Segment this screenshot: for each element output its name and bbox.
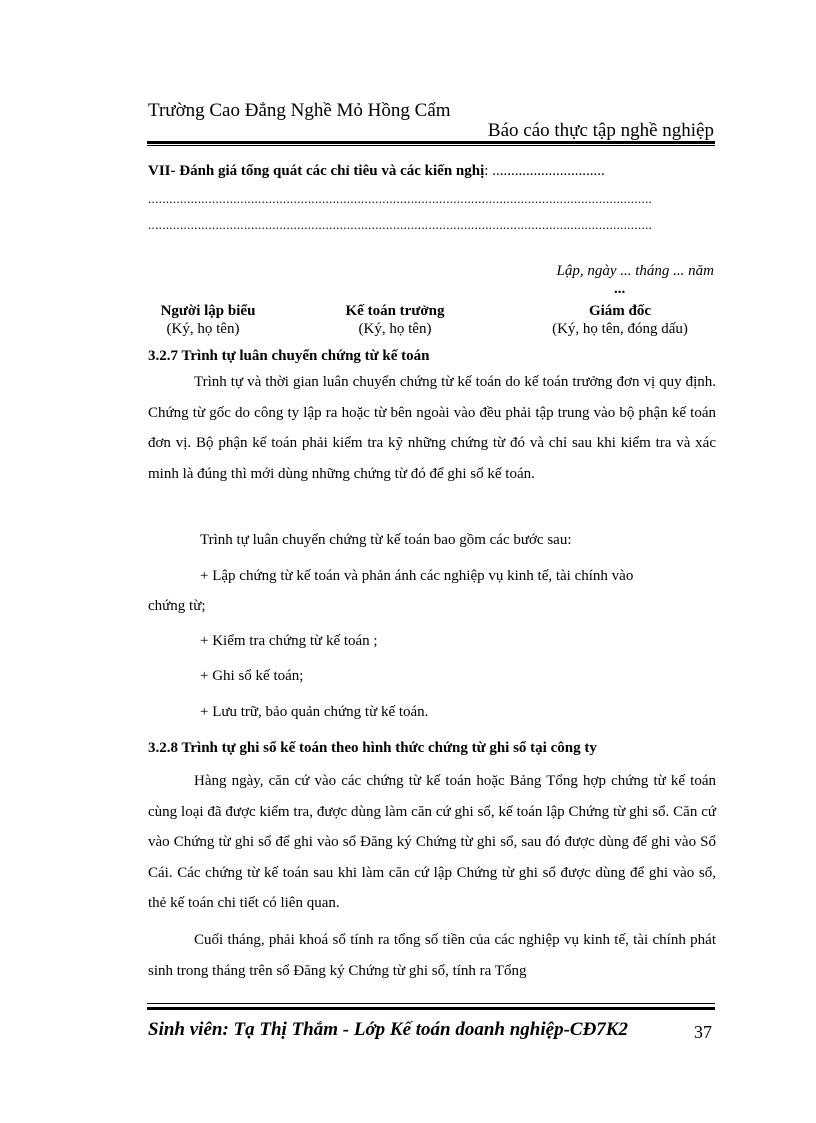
- section7-title-line: [148, 163, 605, 180]
- section327-paragraph-1: [148, 367, 716, 489]
- signature-director-sub: (Ký, họ tên, đóng dấu): [552, 321, 688, 337]
- section7-title: VII- Đánh giá tổng quát các chỉ tiêu và các kiến nghị: [148, 163, 485, 179]
- section327-step-1: + Lập chứng từ kế toán và phản ánh các nghiệp vụ kinh tế, tài chính vào: [200, 568, 634, 584]
- footer-student: Sinh viên: Tạ Thị Thắm - Lớp Kế toán doanh nghiệp-CĐ7K2: [148, 1019, 628, 1040]
- section328-paragraph-2-text: Cuối tháng, phải khoá sổ tính ra tổng số tiền của các nghiệp vụ kinh tế, tài chính phát sinh trong tháng trên sổ Đăng ký Chứng từ ghi sổ, tính ra Tổng: [148, 932, 716, 979]
- signature-date: Lập, ngày ... tháng ... năm: [556, 263, 714, 279]
- section328-paragraph-1-text: Hàng ngày, căn cứ vào các chứng từ kế toán hoặc Bảng Tổng hợp chứng từ kế toán cùng loại đã được kiểm tra, được dùng làm căn cứ ghi sổ, kế toán lập Chứng từ ghi sổ. Căn cứ vào Chứng từ ghi sổ để ghi vào sổ Đăng ký Chứng từ ghi sổ, sau đó được dùng để ghi vào Sổ Cái. Các chứng từ kế toán sau khi làm căn cứ lập Chứng từ ghi sổ được dùng để ghi vào sổ, thẻ kế toán chi tiết có liên quan.: [148, 773, 716, 911]
- section7-dotted-line-1: ..............................................................................................................................................: [148, 191, 653, 206]
- section7-trail: : ..............................: [484, 163, 605, 179]
- section327-paragraph-2: Trình tự luân chuyển chứng từ kế toán bao gồm các bước sau:: [200, 532, 572, 548]
- section328-heading: 3.2.8 Trình tự ghi sổ kế toán theo hình thức chứng từ ghi sổ tại công ty: [148, 740, 597, 756]
- section328-paragraph-1: [148, 766, 716, 919]
- section327-step-2: + Kiểm tra chứng từ kế toán ;: [200, 633, 378, 649]
- signature-director: Giám đốc: [588, 303, 652, 319]
- footer-rule-thin: [147, 1003, 715, 1004]
- section327-step-1-continued: chứng từ;: [148, 598, 206, 614]
- section7-dotted-line-2: ..............................................................................................................................................: [148, 217, 653, 232]
- section327-heading: 3.2.7 Trình tự luân chuyển chứng từ kế toán: [148, 348, 430, 364]
- header-school: Trường Cao Đẳng Nghề Mỏ Hồng Cẩm: [148, 100, 451, 121]
- page-number: 37: [694, 1022, 712, 1042]
- signature-chief-accountant: Kế toán trưởng: [345, 303, 445, 319]
- header-rule-thin: [147, 145, 715, 146]
- section328-paragraph-2: [148, 925, 716, 986]
- signature-chief-accountant-sub: (Ký, họ tên): [358, 321, 432, 337]
- signature-date-continuation: ...: [614, 281, 626, 297]
- signature-preparer-sub: (Ký, họ tên): [166, 321, 240, 337]
- signature-preparer: Người lập biểu: [160, 303, 256, 319]
- section327-paragraph-1-text: Trình tự và thời gian luân chuyển chứng từ kế toán do kế toán trưởng đơn vị quy định. Chứng từ gốc do công ty lập ra hoặc từ bên ngoài vào đều phải tập trung vào bộ phận kế toán đơn vị. Bộ phận kế toán phải kiểm tra kỹ những chứng từ đó và chỉ sau khi kiểm tra và xác minh là đúng thì mới dùng những chứng từ đó để ghi sổ kế toán.: [148, 374, 716, 482]
- header-rule-thick: [147, 141, 715, 144]
- footer-rule-thick: [147, 1007, 715, 1010]
- section327-step-4: + Lưu trữ, bảo quản chứng từ kế toán.: [200, 704, 429, 720]
- section327-step-3: + Ghi sổ kế toán;: [200, 668, 304, 684]
- header-report-title: Báo cáo thực tập nghề nghiệp: [487, 120, 714, 141]
